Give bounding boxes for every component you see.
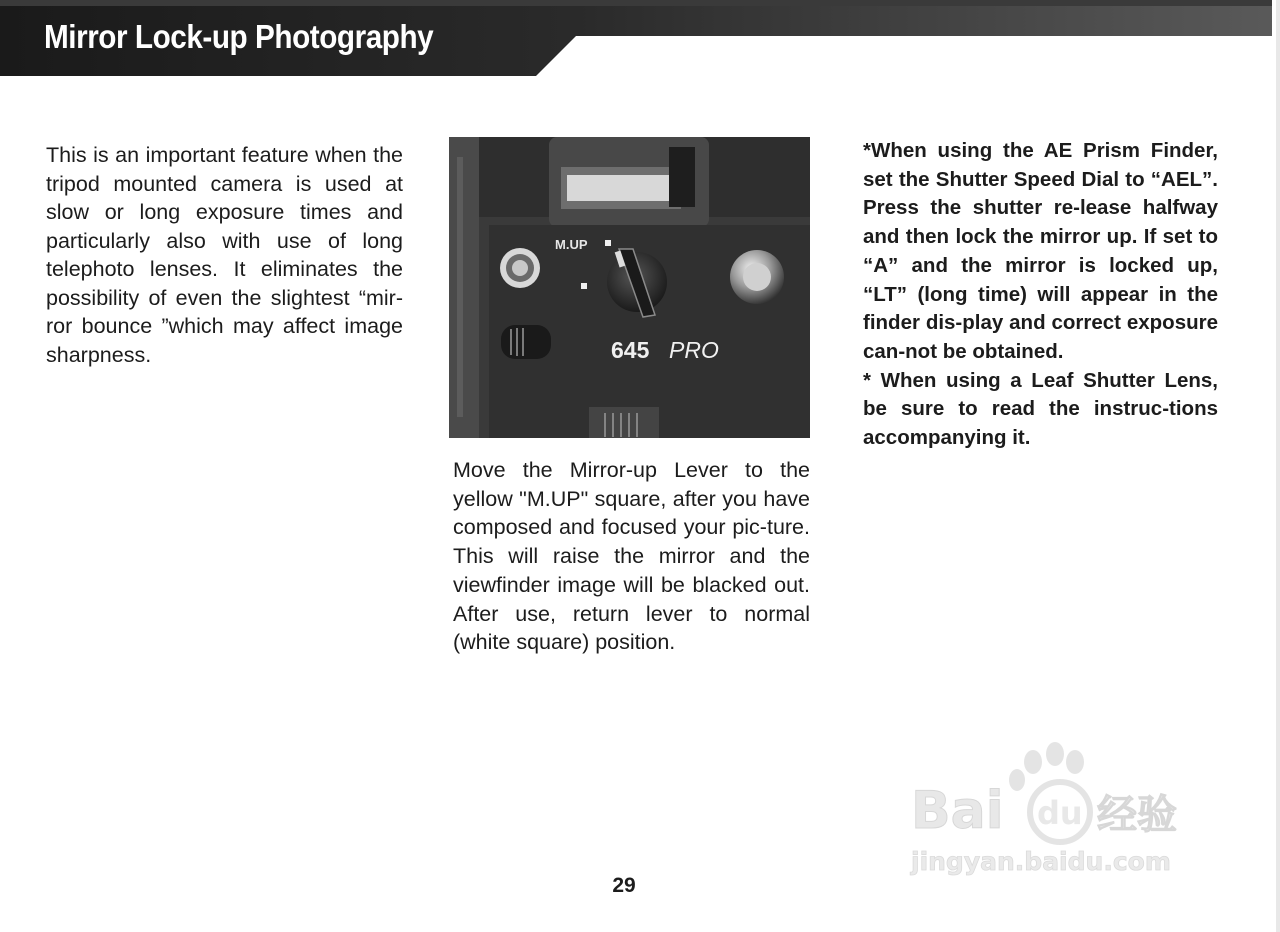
- left-column: [46, 141, 403, 369]
- intro-paragraph: This is an important feature when the tripod mounted camera is used at slow or long exposure times and particularly also with use of long telephoto lenses. It eliminates the possibility of even the slightest “mir-ror bounce ”which may affect image sharpness.: [46, 143, 403, 367]
- watermark-brand-cn: 经验: [1097, 792, 1177, 838]
- camera-photo: [449, 137, 810, 438]
- bottom-switch: [589, 407, 659, 438]
- normal-square: [581, 283, 587, 289]
- right-column: [863, 137, 1218, 453]
- baidu-watermark: [905, 736, 1205, 886]
- header-band: [0, 0, 1280, 76]
- ae-prism-note: *When using the AE Prism Finder, set the Shutter Speed Dial to “AEL”. Press the shutter re-lease halfway and then lock the mirror up. If set to “A” and the mirror is locked up, “LT” (long time) will appear in the finder dis-play and correct exposure can-not be obtained.: [863, 139, 1218, 363]
- page-number: 29: [612, 874, 636, 897]
- leaf-shutter-note: * When using a Leaf Shutter Lens, be sure to read the instruc-tions accompanying it.: [863, 368, 1218, 450]
- right-edge-strip: [1272, 0, 1280, 932]
- model-suffix: PRO: [669, 337, 719, 363]
- mup-square: [605, 240, 611, 246]
- watermark-brand-circle: du: [1037, 794, 1083, 832]
- watermark-url: jingyan.baidu.com: [911, 847, 1171, 876]
- mup-label: M.UP: [555, 237, 588, 252]
- model-number: 645: [611, 337, 650, 363]
- watermark-brand: Bai: [911, 781, 1004, 841]
- page-title: Mirror Lock-up Photography: [44, 18, 434, 55]
- middle-column: [453, 456, 810, 657]
- instruction-paragraph: Move the Mirror-up Lever to the yellow "M.UP" square, after you have composed and focused your pic-ture. This will raise the mirror and the viewfinder image will be blacked out. After use, return lever to normal (white square) position.: [453, 458, 810, 655]
- side-lever: [501, 325, 551, 359]
